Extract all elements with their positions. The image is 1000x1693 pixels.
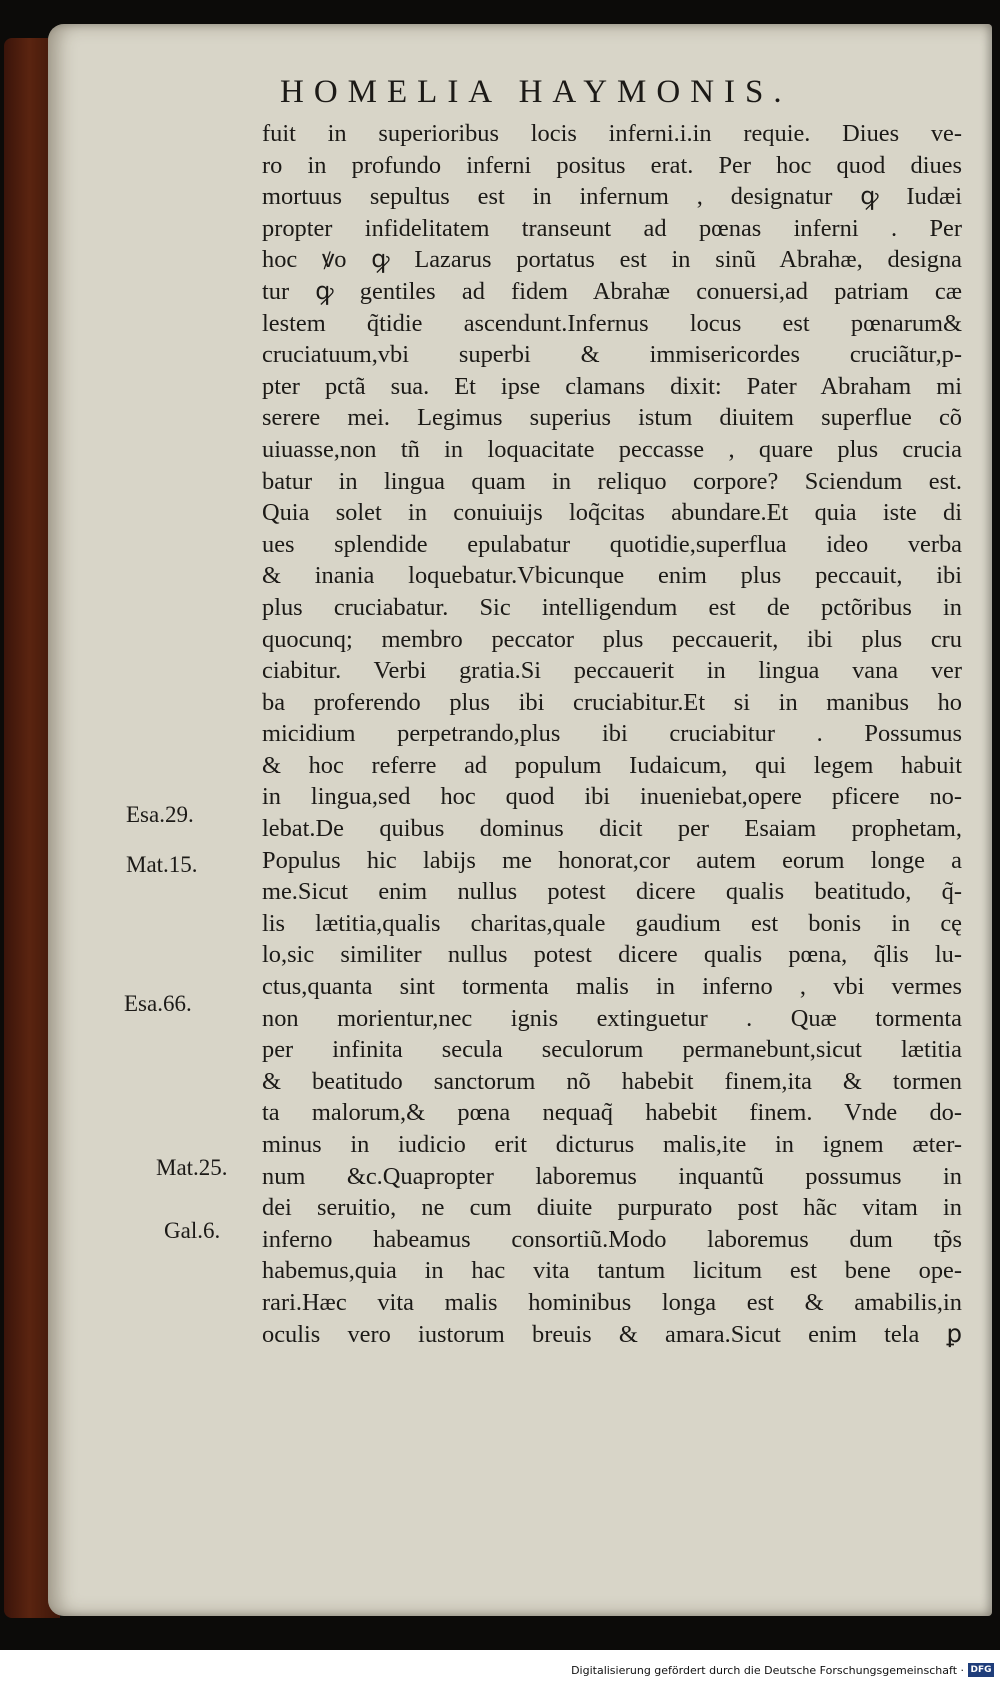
funding-credit: Digitalisierung gefördert durch die Deutsche Forschungsgemeinschaft ·	[571, 1664, 964, 1677]
text-line: me.Sicut enim nullus potest dicere qualis beatitudo, q̃-	[262, 878, 962, 906]
text-line: num &c.Quapropter laboremus inquantũ possumus in	[262, 1162, 962, 1190]
text-line: ctus,quanta sint tormenta malis in inferno , vbi vermes	[262, 973, 962, 1001]
text-line: pter pctã sua. Et ipse clamans dixit: Pater Abraham mi	[262, 372, 962, 400]
text-line: uiuasse,non tñ in loquacitate peccasse , quare plus crucia	[262, 435, 962, 463]
text-line: & inania loquebatur.Vbicunque enim plus peccauit, ibi	[262, 562, 962, 590]
text-line: micidium perpetrando,plus ibi cruciabitur . Possumus	[262, 720, 962, 748]
text-line: lebat.De quibus dominus dicit per Esaiam prophetam,	[262, 815, 962, 843]
footer-bar	[0, 1650, 1000, 1693]
marginal-note-esa-66: Esa.66.	[124, 991, 192, 1016]
marginal-note-esa-29: Esa.29.	[126, 802, 194, 827]
text-line: ta malorum,& pœna nequaq̃ habebit finem. Vnde do-	[262, 1099, 962, 1127]
text-line: habemus,quia in hac vita tantum licitum est bene ope-	[262, 1257, 962, 1285]
dfg-logo-icon: DFG	[968, 1663, 994, 1677]
text-line: & beatitudo sanctorum nõ habebit finem,ita & tormen	[262, 1067, 962, 1095]
text-line: ciabitur. Verbi gratia.Si peccauerit in lingua vana ver	[262, 657, 962, 685]
text-line: dei seruitio, ne cum diuite purpurato post hãc vitam in	[262, 1194, 962, 1222]
body-text	[262, 118, 962, 1350]
text-line: non morientur,nec ignis extinguetur . Quæ tormenta	[262, 1004, 962, 1032]
text-line: serere mei. Legimus superius istum diuitem superflue cõ	[262, 404, 962, 432]
text-line: Populus hic labijs me honorat,cor autem eorum longe a	[262, 846, 962, 874]
text-line: propter infidelitatem transeunt ad pœnas inferni . Per	[262, 214, 962, 242]
text-line: ro in profundo inferni positus erat. Per hoc quod diues	[262, 151, 962, 179]
text-line: cruciatuum,vbi superbi & immisericordes cruciãtur,p-	[262, 341, 962, 369]
text-line: batur in lingua quam in reliquo corpore? Sciendum est.	[262, 467, 962, 495]
text-line: mortuus sepultus est in infernum , designatur ꝙ Iudæi	[262, 183, 962, 211]
marginal-note-mat-15: Mat.15.	[126, 852, 198, 877]
text-line: oculis vero iustorum breuis & amara.Sicut enim tela ꝑ	[262, 1320, 962, 1348]
text-line: ues splendide epulabatur quotidie,superflua ideo verba	[262, 530, 962, 558]
text-line: quocunq; membro peccator plus peccauerit, ibi plus cru	[262, 625, 962, 653]
text-line: in lingua,sed hoc quod ibi inueniebat,opere pficere no-	[262, 783, 962, 811]
text-line: minus in iudicio erit dicturus malis,ite in ignem æter-	[262, 1131, 962, 1158]
text-line: fuit in superioribus locis inferni.i.in requie. Diues ve-	[262, 120, 962, 147]
text-line: hoc ꝟo ꝙ Lazarus portatus est in sinũ Abrahæ, designa	[262, 246, 962, 274]
text-line: Quia solet in conuiuijs loq̃citas abundare.Et quia iste di	[262, 499, 962, 527]
marginal-note-mat-25: Mat.25.	[156, 1155, 228, 1180]
text-line: ba proferendo plus ibi cruciabitur.Et si in manibus ho	[262, 688, 962, 716]
marginal-note-gal-6: Gal.6.	[164, 1218, 221, 1243]
text-line: inferno habeamus consortiũ.Modo laboremus dum tp̃s	[262, 1225, 962, 1253]
text-line: plus cruciabatur. Sic intelligendum est de pctõribus in	[262, 593, 962, 621]
text-line: lestem q̃tidie ascendunt.Infernus locus est pœnarum&	[262, 309, 962, 337]
text-line: tur ꝙ gentiles ad fidem Abrahæ conuersi,ad patriam cæ	[262, 277, 962, 305]
running-head: HOMELIA HAYMONIS.	[280, 74, 792, 110]
text-line: per infinita secula seculorum permanebunt,sicut lætitia	[262, 1036, 962, 1064]
text-line: lis lætitia,qualis charitas,quale gaudium est bonis in cę	[262, 909, 962, 937]
text-line: rari.Hæc vita malis hominibus longa est & amabilis,in	[262, 1288, 962, 1316]
text-line: & hoc referre ad populum Iudaicum, qui legem habuit	[262, 751, 962, 779]
text-line: lo,sic similiter nullus potest dicere qualis pœna, q̃lis lu-	[262, 941, 962, 969]
